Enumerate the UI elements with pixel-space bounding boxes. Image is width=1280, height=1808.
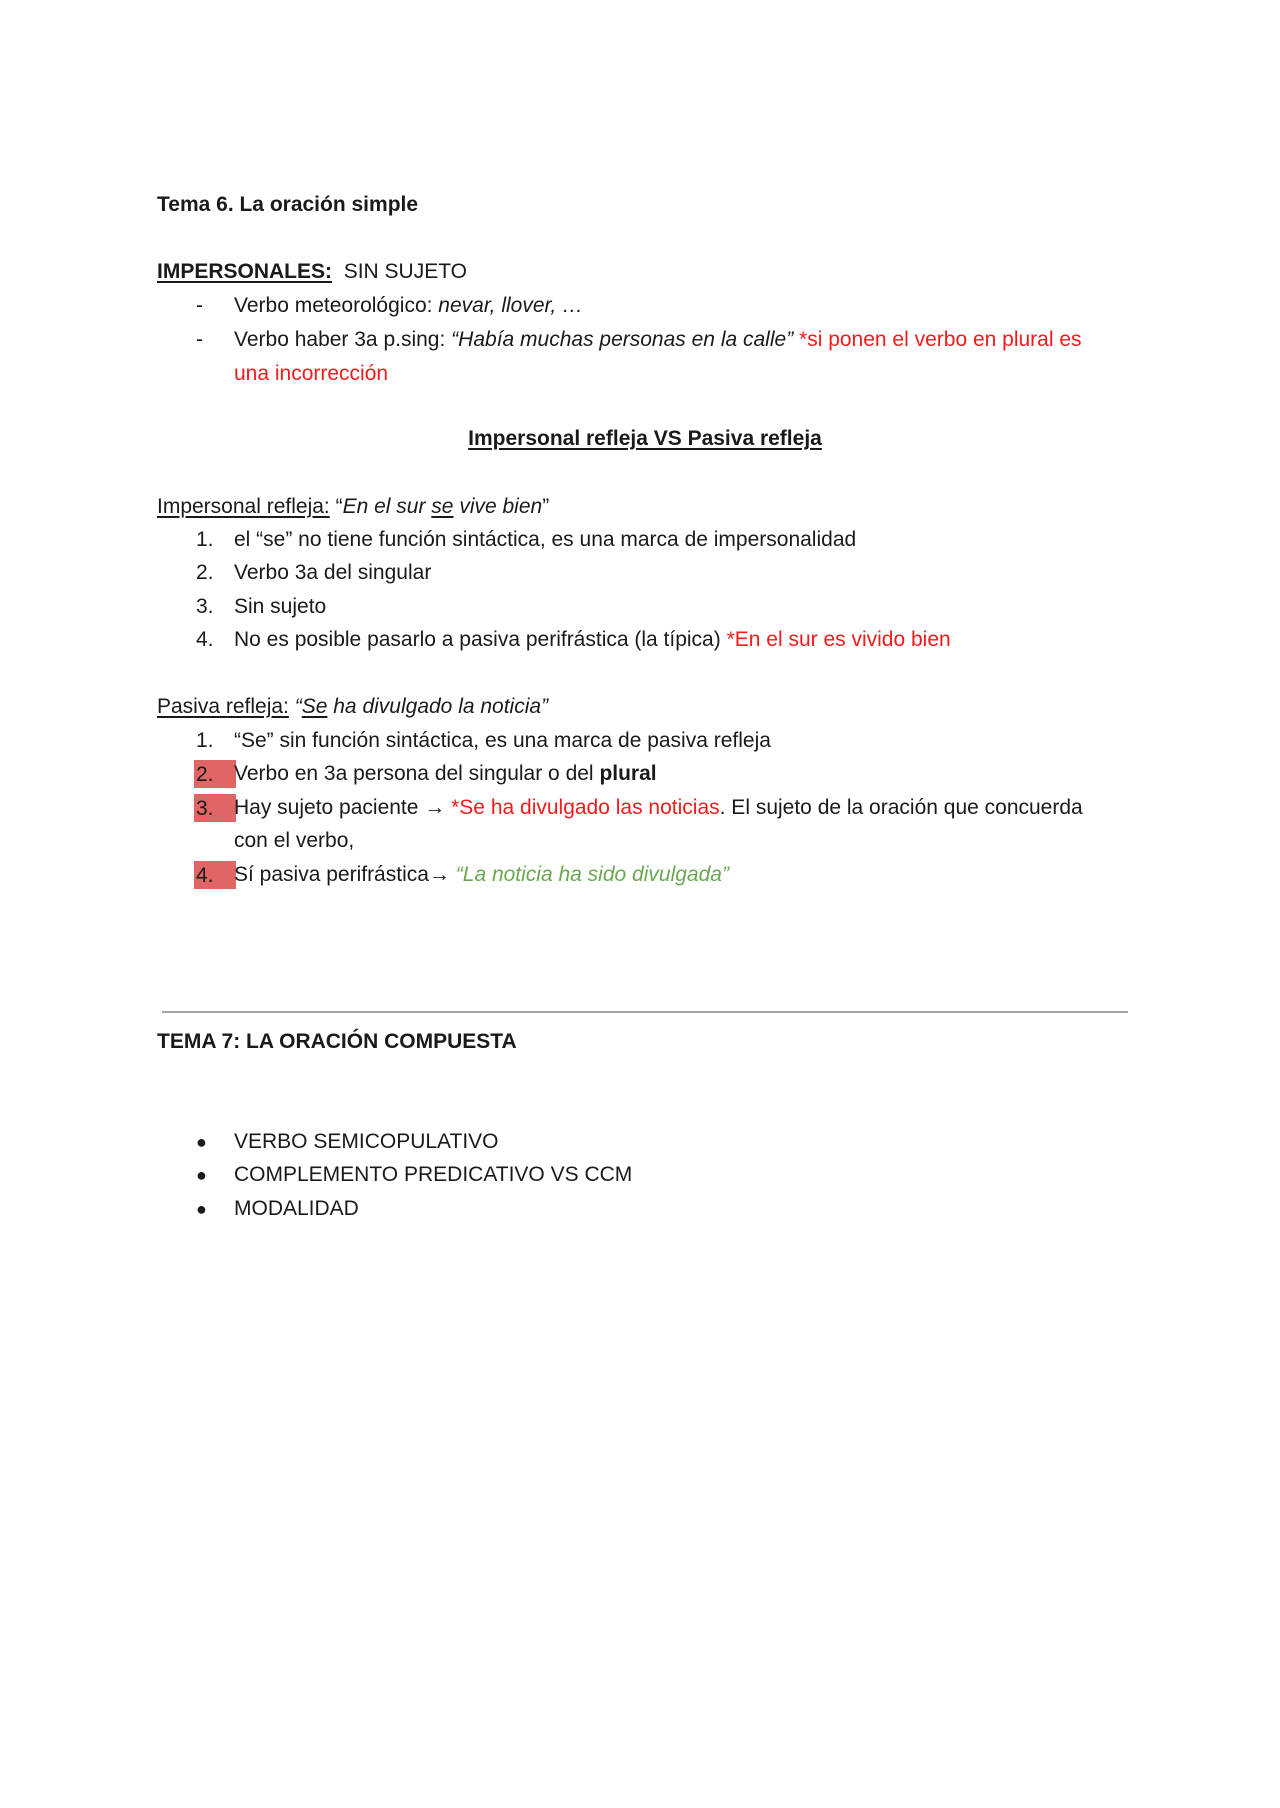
dash-marker: - — [196, 328, 203, 351]
highlight-marker: 3. — [194, 794, 236, 822]
dash-marker: - — [196, 294, 203, 317]
highlight-marker: 4. — [194, 861, 236, 889]
red-note: *En el sur es vivido bien — [726, 628, 951, 651]
impersonales-label: IMPERSONALES: — [157, 260, 333, 283]
highlight-marker: 2. — [194, 760, 236, 788]
document-page: Tema 6. La oración simple IMPERSONALES: SIN SUJETO - Verbo meteorológico: nevar, llover, … - Verbo haber 3a p.sing: “Había muchas personas en la calle” *si ponen el verbo en plural es una incorrección Impersonal refleja VS Pasiva refleja Impersonal refleja: “En el sur se vive bien” 1. el “se” no tiene función sintáctica, es una marca de impersonalidad 2. Verbo 3a del singular 3. Sin sujeto 4. No es posible pasarlo a pasiva perifrástica (la típica) *En el sur es vivido bien Pasiva refleja: “Se ha divulgado la noticia” 1. “Se” sin función sintáctica, es una marca de pasiva refleja 2. Verbo en 3a persona del singular o del plural 3. Hay sujeto paciente → *Se ha divulgado las noticias. El sujeto de la oración que concuerda con el verbo, 4. Sí pasiva perifrástica→ “La noticia ha sido divulgada” TEMA 7: LA ORACIÓN COMPUESTA ● VERBO SEMICOPULATIVO ● COMPLEMENTO PREDICATIVO VS CCM ● MODALIDAD — [0, 0, 1280, 1808]
red-note: *si ponen el verbo en plural es — [793, 328, 1082, 351]
red-note-continuation: una incorrección — [234, 362, 389, 385]
list-item-continuation: con el verbo, — [234, 829, 355, 852]
bullet-icon: ● — [196, 1132, 207, 1152]
impersonales-rest: SIN SUJETO — [343, 260, 467, 283]
bullet-icon: ● — [196, 1199, 207, 1219]
pasiva-refleja-label: Pasiva refleja: — [157, 695, 289, 718]
impersonales-heading — [157, 257, 467, 287]
comparison-title: Impersonal refleja VS Pasiva refleja — [468, 427, 822, 450]
tema6-title: Tema 6. La oración simple — [157, 193, 419, 216]
horizontal-rule — [162, 1011, 1128, 1013]
pasiva-refleja-heading: Pasiva refleja: “Se ha divulgado la noticia” — [157, 695, 549, 718]
green-example: “La noticia ha sido divulgada” — [455, 863, 729, 886]
impersonal-refleja-label: Impersonal refleja: — [157, 495, 330, 518]
impersonal-refleja-heading: Impersonal refleja: “En el sur se vive bien” — [157, 495, 550, 518]
bullet-icon: ● — [196, 1165, 207, 1185]
tema7-title: TEMA 7: LA ORACIÓN COMPUESTA — [157, 1030, 517, 1053]
red-note: *Se ha divulgado las noticias — [451, 796, 720, 819]
